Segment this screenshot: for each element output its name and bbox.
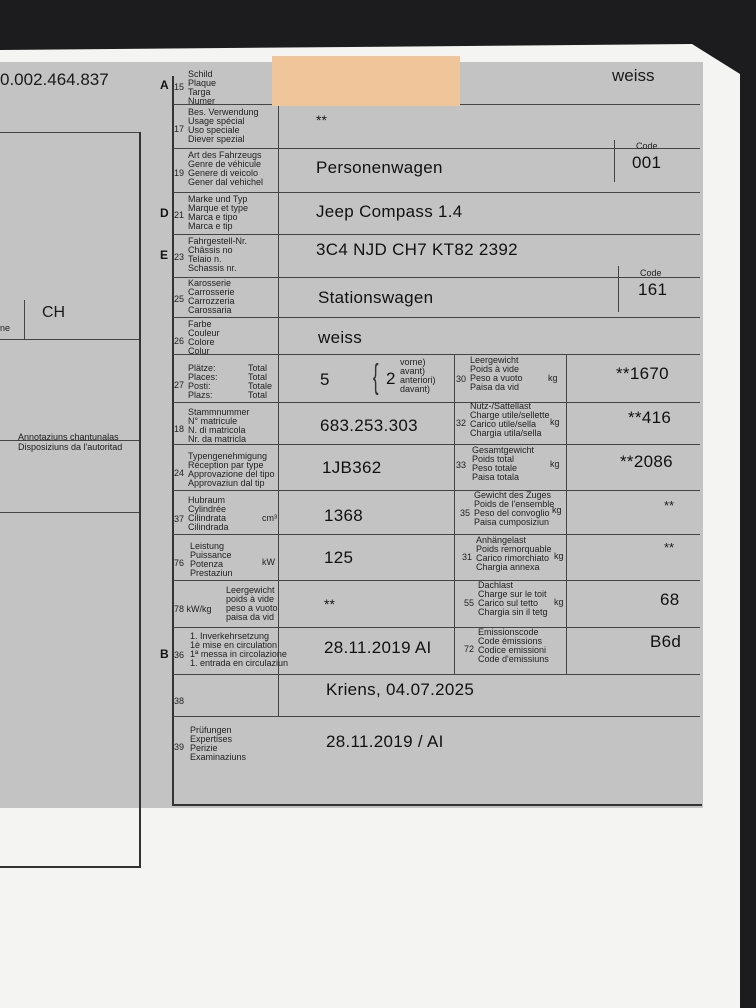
field-38-value: Kriens, 04.07.2025 xyxy=(326,680,475,699)
field-15-num: 15 xyxy=(174,82,185,92)
field-76-unit: kW xyxy=(262,557,275,567)
field-72-num: 72 xyxy=(464,644,475,654)
field-55-value: 68 xyxy=(660,590,680,609)
field-18-value: 683.253.303 xyxy=(320,416,418,435)
field-27-front-labels: vorne) avant) anteriori) davant) xyxy=(400,357,436,394)
field-30-labels: Leergewicht Poids à vide Peso a vuoto Paisa da vid xyxy=(470,355,523,392)
field-24-labels: Typengenehmigung Réception par type Approvazione del tipo Approvaziun dal tip xyxy=(188,451,275,488)
field-78-labels: Leergewicht poids à vide peso a vuoto paisa da vid xyxy=(226,585,278,622)
field-36-num: 36 xyxy=(174,650,185,660)
field-31-num: 31 xyxy=(462,552,473,562)
field-27-num: 27 xyxy=(174,380,185,390)
field-24-num: 24 xyxy=(174,468,185,478)
field-36-labels: 1. Inverkehrsetzung 1è mise en circulation 1ª messa in circolazione 1. entrada en circulaziun xyxy=(190,631,289,668)
field-19-code: 001 xyxy=(632,153,662,172)
field-26-num: 26 xyxy=(174,336,185,346)
field-55-unit: kg xyxy=(554,597,564,607)
field-19-value: Personenwagen xyxy=(316,158,443,177)
country-label: ne xyxy=(0,323,11,333)
field-32-labels: Nutz-/Sattellast Charge utile/sellette Carico utile/sella Chargia utila/sella xyxy=(470,401,550,438)
field-25-code-label: Code xyxy=(640,268,662,278)
field-35-unit: kg xyxy=(552,505,562,515)
field-32-unit: kg xyxy=(550,417,560,427)
field-72-labels: Emissionscode Code émissions Codice emissioni Code d'emissiuns xyxy=(478,627,549,664)
field-37-unit: cm³ xyxy=(262,513,277,523)
field-25-num: 25 xyxy=(174,294,185,304)
field-55-num: 55 xyxy=(464,598,475,608)
field-33-value: **2086 xyxy=(620,452,673,471)
section-e: E xyxy=(160,248,169,262)
field-37-labels: Hubraum Cylindrée Cilindrata Cilindrada xyxy=(188,495,229,532)
field-25-code: 161 xyxy=(638,280,668,299)
field-35-value: ** xyxy=(664,498,675,513)
field-21-value: Jeep Compass 1.4 xyxy=(316,202,463,221)
field-55-labels: Dachlast Charge sur le toit Carico sul tetto Chargia sin il tetg xyxy=(478,580,548,617)
brace-icon: { xyxy=(372,358,379,396)
field-37-num: 37 xyxy=(174,514,185,524)
field-39-value: 28.11.2019 / AI xyxy=(326,732,444,751)
field-39-num: 39 xyxy=(174,742,185,752)
field-30-num: 30 xyxy=(456,374,467,384)
field-35-labels: Gewicht des Zuges Poids de l'ensemble Peso del convoglio Paisa cumposiziun xyxy=(474,490,555,527)
field-19-num: 19 xyxy=(174,168,185,178)
field-17-labels: Bes. Verwendung Usage spécial Uso speciale Diever spezial xyxy=(188,107,259,144)
section-a: A xyxy=(160,78,169,92)
field-21-num: 21 xyxy=(174,210,185,220)
field-17-value: ** xyxy=(316,112,327,128)
field-76-value: 125 xyxy=(324,548,354,567)
field-27-seats-total: 5 xyxy=(320,370,330,389)
field-27-sublabels: Total Total Totale Total xyxy=(248,363,273,400)
field-31-unit: kg xyxy=(554,551,564,561)
registration-document xyxy=(0,62,703,808)
plate-cover-sticker xyxy=(272,56,460,106)
field-31-labels: Anhängelast Poids remorquable Carico rimorchiato Chargia annexa xyxy=(476,535,552,572)
field-19-labels: Art des Fahrzeugs Genre de véhicule Genere di veicolo Gener dal vehichel xyxy=(188,150,264,187)
field-26-value: weiss xyxy=(318,328,363,347)
country-value: CH xyxy=(42,304,66,321)
field-15-labels: Schild Plaque Targa Numer xyxy=(188,69,217,106)
field-27-seats-front: 2 xyxy=(386,369,396,388)
field-31-value: ** xyxy=(664,540,675,555)
section-b: B xyxy=(160,647,169,661)
field-23-num: 23 xyxy=(174,252,185,262)
field-32-value: **416 xyxy=(628,408,672,427)
field-33-num: 33 xyxy=(456,460,467,470)
field-78-value: ** xyxy=(324,596,335,612)
field-21-labels: Marke und Typ Marque et type Marca e tipo Marca e tip xyxy=(188,194,249,231)
field-30-value: **1670 xyxy=(616,364,669,383)
field-32-num: 32 xyxy=(456,418,467,428)
field-27-labels: Plätze: Places: Posti: Plazs: xyxy=(188,363,218,400)
field-39-labels: Prüfungen Expertises Perizie Examinaziuns xyxy=(190,725,247,762)
field-78-num: 78 kW/kg xyxy=(174,604,212,614)
field-30-unit: kg xyxy=(548,373,558,383)
field-36-value: 28.11.2019 AI xyxy=(324,638,432,657)
field-17-num: 17 xyxy=(174,124,185,134)
field-24-value: 1JB362 xyxy=(322,458,382,477)
section-d: D xyxy=(160,206,169,220)
field-37-value: 1368 xyxy=(324,506,364,525)
field-76-labels: Leistung Puissance Potenza Prestaziun xyxy=(190,541,233,578)
field-38-num: 38 xyxy=(174,696,185,706)
remarks-line2: Disposiziuns da l'autoritad xyxy=(18,442,123,452)
field-76-num: 76 xyxy=(174,558,185,568)
field-25-value: Stationswagen xyxy=(318,288,434,307)
field-15-extra: weiss xyxy=(612,66,655,85)
field-18-labels: Stammnummer N° matricule N. di matricola Nr. da matricla xyxy=(188,407,250,444)
field-23-value: 3C4 NJD CH7 KT82 2392 xyxy=(316,240,518,259)
field-26-labels: Farbe Couleur Colore Colur xyxy=(188,319,220,356)
remarks-line1: Annotaziuns chantunalas xyxy=(18,432,119,442)
field-72-value: B6d xyxy=(650,632,682,651)
field-35-num: 35 xyxy=(460,508,471,518)
top-number: 0.002.464.837 xyxy=(0,70,109,89)
left-panel xyxy=(0,132,141,868)
field-33-labels: Gesamtgewicht Poids total Peso totale Paisa totala xyxy=(472,445,535,482)
field-25-labels: Karosserie Carrosserie Carrozzeria Carossaria xyxy=(188,278,235,315)
field-19-code-label: Code xyxy=(636,141,658,151)
field-33-unit: kg xyxy=(550,459,560,469)
field-23-labels: Fahrgestell-Nr. Châssis no Telaio n. Schassis nr. xyxy=(188,236,248,273)
field-18-num: 18 xyxy=(174,424,185,434)
